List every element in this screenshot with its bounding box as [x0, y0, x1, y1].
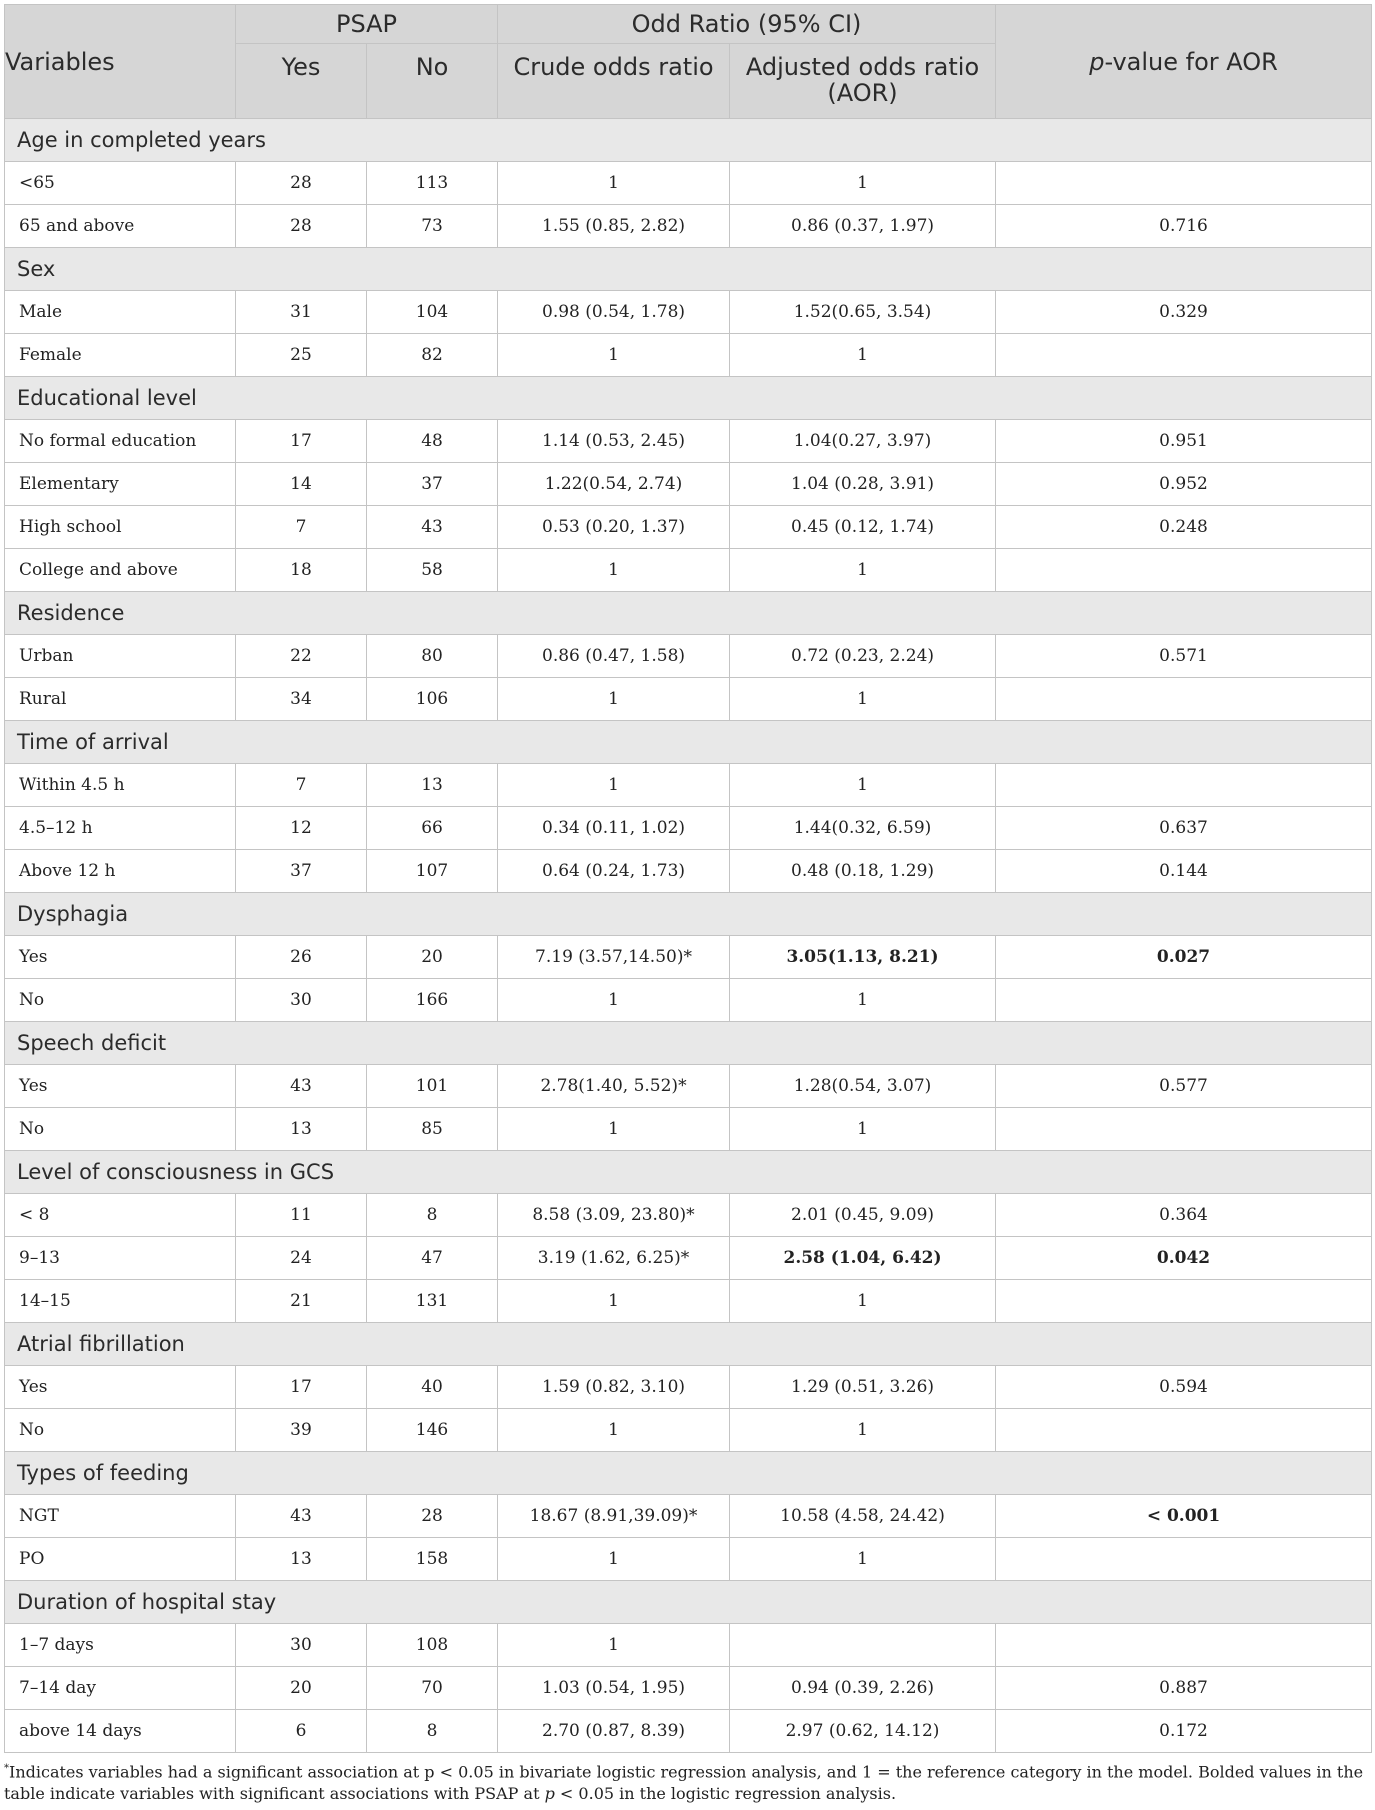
- adjusted-or-cell: [730, 1624, 996, 1667]
- footnote-p: p: [544, 1784, 555, 1804]
- table-row: [5, 1624, 1372, 1667]
- psap-yes-cell: 34: [236, 678, 367, 721]
- psap-no-cell: 58: [367, 549, 498, 592]
- p-value-cell: [996, 162, 1372, 205]
- adjusted-or-cell: 1: [730, 1409, 996, 1452]
- crude-or-cell: 1: [498, 549, 730, 592]
- p-value-cell: 0.172: [996, 1710, 1372, 1753]
- footnote-star: *: [4, 1763, 9, 1774]
- crude-or-cell: 1.55 (0.85, 2.82): [498, 205, 730, 248]
- footnote: [4, 1758, 1371, 1805]
- row-label-cell: <65: [5, 162, 236, 205]
- table-row: [5, 1366, 1372, 1409]
- adjusted-or-cell: 1: [730, 1108, 996, 1151]
- psap-no-cell: 108: [367, 1624, 498, 1667]
- row-label-cell: Urban: [5, 635, 236, 678]
- crude-or-cell: 1: [498, 1409, 730, 1452]
- psap-yes-cell: 7: [236, 764, 367, 807]
- row-label-cell: 14–15: [5, 1280, 236, 1323]
- p-value-cell: 0.577: [996, 1065, 1372, 1108]
- row-label-cell: 65 and above: [5, 205, 236, 248]
- p-value-cell: 0.364: [996, 1194, 1372, 1237]
- adjusted-or-cell: 1: [730, 162, 996, 205]
- crude-or-cell: 2.78(1.40, 5.52)*: [498, 1065, 730, 1108]
- psap-no-cell: 146: [367, 1409, 498, 1452]
- crude-or-cell: 1: [498, 334, 730, 377]
- row-label-cell: Yes: [5, 1065, 236, 1108]
- header-adjusted-line2: (AOR): [827, 79, 898, 107]
- adjusted-or-cell: 0.45 (0.12, 1.74): [730, 506, 996, 549]
- table-row: [5, 1667, 1372, 1710]
- psap-yes-cell: 13: [236, 1108, 367, 1151]
- table-row: [5, 678, 1372, 721]
- section-title: Atrial fibrillation: [5, 1323, 1372, 1366]
- p-value-cell: [996, 549, 1372, 592]
- footnote-part2: < 0.05 in the logistic regression analysis.: [554, 1784, 897, 1804]
- p-value-cell: < 0.001: [996, 1495, 1372, 1538]
- adjusted-or-cell: 1: [730, 334, 996, 377]
- psap-yes-cell: 22: [236, 635, 367, 678]
- table-row: [5, 420, 1372, 463]
- adjusted-or-cell: 10.58 (4.58, 24.42): [730, 1495, 996, 1538]
- adjusted-or-cell: 1.52(0.65, 3.54): [730, 291, 996, 334]
- adjusted-or-cell: 1.04(0.27, 3.97): [730, 420, 996, 463]
- section-title: Educational level: [5, 377, 1372, 420]
- crude-or-cell: 1: [498, 764, 730, 807]
- header-adjusted: [730, 44, 996, 119]
- p-value-cell: 0.144: [996, 850, 1372, 893]
- header-p-italic: p: [1089, 47, 1105, 76]
- adjusted-or-cell: 0.48 (0.18, 1.29): [730, 850, 996, 893]
- adjusted-or-cell: 1: [730, 1538, 996, 1581]
- row-label-cell: Yes: [5, 936, 236, 979]
- table-row: [5, 506, 1372, 549]
- psap-no-cell: 37: [367, 463, 498, 506]
- table-row: [5, 850, 1372, 893]
- header-psap: PSAP: [236, 5, 498, 44]
- crude-or-cell: 7.19 (3.57,14.50)*: [498, 936, 730, 979]
- crude-or-cell: 1: [498, 979, 730, 1022]
- row-label-cell: 1–7 days: [5, 1624, 236, 1667]
- psap-yes-cell: 7: [236, 506, 367, 549]
- psap-no-cell: 158: [367, 1538, 498, 1581]
- psap-no-cell: 13: [367, 764, 498, 807]
- psap-no-cell: 106: [367, 678, 498, 721]
- p-value-cell: 0.571: [996, 635, 1372, 678]
- row-label-cell: 4.5–12 h: [5, 807, 236, 850]
- crude-or-cell: 1.03 (0.54, 1.95): [498, 1667, 730, 1710]
- table-row: [5, 1237, 1372, 1280]
- psap-no-cell: 73: [367, 205, 498, 248]
- crude-or-cell: 0.64 (0.24, 1.73): [498, 850, 730, 893]
- header-variables: Variables: [5, 5, 236, 119]
- crude-or-cell: 1.59 (0.82, 3.10): [498, 1366, 730, 1409]
- header-no: No: [367, 44, 498, 119]
- adjusted-or-cell: 1.28(0.54, 3.07): [730, 1065, 996, 1108]
- adjusted-or-cell: 0.72 (0.23, 2.24): [730, 635, 996, 678]
- adjusted-or-cell: 1: [730, 979, 996, 1022]
- psap-yes-cell: 43: [236, 1065, 367, 1108]
- crude-or-cell: 1: [498, 1538, 730, 1581]
- psap-yes-cell: 37: [236, 850, 367, 893]
- row-label-cell: 9–13: [5, 1237, 236, 1280]
- adjusted-or-cell: 3.05(1.13, 8.21): [730, 936, 996, 979]
- psap-no-cell: 70: [367, 1667, 498, 1710]
- section-title: Age in completed years: [5, 119, 1372, 162]
- psap-yes-cell: 43: [236, 1495, 367, 1538]
- header-adjusted-line1: Adjusted odds ratio: [745, 53, 980, 81]
- crude-or-cell: 1.14 (0.53, 2.45): [498, 420, 730, 463]
- p-value-cell: [996, 1108, 1372, 1151]
- p-value-cell: 0.887: [996, 1667, 1372, 1710]
- psap-no-cell: 8: [367, 1710, 498, 1753]
- psap-yes-cell: 14: [236, 463, 367, 506]
- crude-or-cell: 18.67 (8.91,39.09)*: [498, 1495, 730, 1538]
- row-label-cell: NGT: [5, 1495, 236, 1538]
- p-value-cell: [996, 1280, 1372, 1323]
- psap-no-cell: 107: [367, 850, 498, 893]
- table-row: [5, 1280, 1372, 1323]
- adjusted-or-cell: 1: [730, 549, 996, 592]
- adjusted-or-cell: 1.04 (0.28, 3.91): [730, 463, 996, 506]
- row-label-cell: College and above: [5, 549, 236, 592]
- header-p-rest: -value for AOR: [1104, 47, 1278, 76]
- row-label-cell: Rural: [5, 678, 236, 721]
- adjusted-or-cell: 1: [730, 764, 996, 807]
- psap-no-cell: 66: [367, 807, 498, 850]
- section-title: Time of arrival: [5, 721, 1372, 764]
- row-label-cell: Within 4.5 h: [5, 764, 236, 807]
- section-header-row: [5, 1452, 1372, 1495]
- crude-or-cell: 1.22(0.54, 2.74): [498, 463, 730, 506]
- p-value-cell: [996, 1538, 1372, 1581]
- crude-or-cell: 1: [498, 678, 730, 721]
- psap-yes-cell: 17: [236, 1366, 367, 1409]
- psap-no-cell: 43: [367, 506, 498, 549]
- adjusted-or-cell: 0.86 (0.37, 1.97): [730, 205, 996, 248]
- row-label-cell: High school: [5, 506, 236, 549]
- crude-or-cell: 1: [498, 1280, 730, 1323]
- crude-or-cell: 2.70 (0.87, 8.39): [498, 1710, 730, 1753]
- crude-or-cell: 1: [498, 1624, 730, 1667]
- p-value-cell: 0.248: [996, 506, 1372, 549]
- psap-no-cell: 131: [367, 1280, 498, 1323]
- p-value-cell: 0.027: [996, 936, 1372, 979]
- section-title: Level of consciousness in GCS: [5, 1151, 1372, 1194]
- section-title: Sex: [5, 248, 1372, 291]
- crude-or-cell: 0.34 (0.11, 1.02): [498, 807, 730, 850]
- row-label-cell: No: [5, 1409, 236, 1452]
- row-label-cell: No: [5, 979, 236, 1022]
- psap-yes-cell: 30: [236, 979, 367, 1022]
- p-value-cell: [996, 979, 1372, 1022]
- row-label-cell: 7–14 day: [5, 1667, 236, 1710]
- table-row: [5, 764, 1372, 807]
- section-header-row: [5, 1581, 1372, 1624]
- psap-no-cell: 113: [367, 162, 498, 205]
- psap-no-cell: 28: [367, 1495, 498, 1538]
- header-odds-ratio: Odd Ratio (95% CI): [498, 5, 996, 44]
- psap-no-cell: 85: [367, 1108, 498, 1151]
- row-label-cell: No: [5, 1108, 236, 1151]
- psap-yes-cell: 26: [236, 936, 367, 979]
- section-header-row: [5, 119, 1372, 162]
- footnote-part1: Indicates variables had a significant association at p < 0.05 in bivariate logistic regression analysis, and 1 = the reference category in the model. Bolded values in the table indicate variables with significant associations with PSAP at: [4, 1762, 1364, 1804]
- psap-yes-cell: 20: [236, 1667, 367, 1710]
- header-crude: Crude odds ratio: [498, 44, 730, 119]
- adjusted-or-cell: 1: [730, 678, 996, 721]
- p-value-cell: 0.042: [996, 1237, 1372, 1280]
- psap-yes-cell: 24: [236, 1237, 367, 1280]
- p-value-cell: [996, 764, 1372, 807]
- table-row: [5, 1710, 1372, 1753]
- psap-yes-cell: 31: [236, 291, 367, 334]
- table-row: [5, 1065, 1372, 1108]
- row-label-cell: < 8: [5, 1194, 236, 1237]
- p-value-cell: [996, 1409, 1372, 1452]
- psap-no-cell: 47: [367, 1237, 498, 1280]
- table-row: [5, 807, 1372, 850]
- psap-no-cell: 166: [367, 979, 498, 1022]
- psap-yes-cell: 28: [236, 162, 367, 205]
- psap-yes-cell: 39: [236, 1409, 367, 1452]
- psap-yes-cell: 11: [236, 1194, 367, 1237]
- table-row: [5, 1409, 1372, 1452]
- table-row: [5, 936, 1372, 979]
- psap-yes-cell: 17: [236, 420, 367, 463]
- section-header-row: [5, 721, 1372, 764]
- p-value-cell: 0.637: [996, 807, 1372, 850]
- section-title: Dysphagia: [5, 893, 1372, 936]
- row-label-cell: Male: [5, 291, 236, 334]
- table-row: [5, 291, 1372, 334]
- adjusted-or-cell: 1: [730, 1280, 996, 1323]
- section-header-row: [5, 893, 1372, 936]
- crude-or-cell: 0.86 (0.47, 1.58): [498, 635, 730, 678]
- psap-yes-cell: 18: [236, 549, 367, 592]
- row-label-cell: Yes: [5, 1366, 236, 1409]
- p-value-cell: 0.594: [996, 1366, 1372, 1409]
- psap-no-cell: 8: [367, 1194, 498, 1237]
- table-row: [5, 549, 1372, 592]
- section-header-row: [5, 377, 1372, 420]
- crude-or-cell: 8.58 (3.09, 23.80)*: [498, 1194, 730, 1237]
- psap-yes-cell: 28: [236, 205, 367, 248]
- adjusted-or-cell: 2.97 (0.62, 14.12): [730, 1710, 996, 1753]
- row-label-cell: above 14 days: [5, 1710, 236, 1753]
- table-row: [5, 979, 1372, 1022]
- section-header-row: [5, 592, 1372, 635]
- adjusted-or-cell: 1.44(0.32, 6.59): [730, 807, 996, 850]
- p-value-cell: 0.716: [996, 205, 1372, 248]
- row-label-cell: PO: [5, 1538, 236, 1581]
- table-row: [5, 205, 1372, 248]
- adjusted-or-cell: 2.01 (0.45, 9.09): [730, 1194, 996, 1237]
- p-value-cell: 0.951: [996, 420, 1372, 463]
- table-row: [5, 635, 1372, 678]
- odds-ratio-table: [4, 4, 1372, 1753]
- crude-or-cell: 1: [498, 1108, 730, 1151]
- crude-or-cell: 0.98 (0.54, 1.78): [498, 291, 730, 334]
- crude-or-cell: 1: [498, 162, 730, 205]
- row-label-cell: Above 12 h: [5, 850, 236, 893]
- psap-no-cell: 20: [367, 936, 498, 979]
- adjusted-or-cell: 2.58 (1.04, 6.42): [730, 1237, 996, 1280]
- section-header-row: [5, 1151, 1372, 1194]
- adjusted-or-cell: 1.29 (0.51, 3.26): [730, 1366, 996, 1409]
- p-value-cell: 0.952: [996, 463, 1372, 506]
- psap-yes-cell: 13: [236, 1538, 367, 1581]
- psap-no-cell: 80: [367, 635, 498, 678]
- header-yes: Yes: [236, 44, 367, 119]
- table-row: [5, 1194, 1372, 1237]
- section-header-row: [5, 248, 1372, 291]
- p-value-cell: [996, 334, 1372, 377]
- psap-yes-cell: 25: [236, 334, 367, 377]
- table-row: [5, 1538, 1372, 1581]
- section-header-row: [5, 1323, 1372, 1366]
- table-row: [5, 1108, 1372, 1151]
- psap-no-cell: 40: [367, 1366, 498, 1409]
- section-title: Residence: [5, 592, 1372, 635]
- table-row: [5, 162, 1372, 205]
- table-row: [5, 334, 1372, 377]
- section-title: Types of feeding: [5, 1452, 1372, 1495]
- table-row: [5, 1495, 1372, 1538]
- section-header-row: [5, 1022, 1372, 1065]
- section-title: Duration of hospital stay: [5, 1581, 1372, 1624]
- row-label-cell: Female: [5, 334, 236, 377]
- adjusted-or-cell: 0.94 (0.39, 2.26): [730, 1667, 996, 1710]
- psap-yes-cell: 30: [236, 1624, 367, 1667]
- table-row: [5, 463, 1372, 506]
- table-container: [4, 4, 1371, 1753]
- p-value-cell: [996, 678, 1372, 721]
- psap-no-cell: 82: [367, 334, 498, 377]
- row-label-cell: Elementary: [5, 463, 236, 506]
- psap-no-cell: 104: [367, 291, 498, 334]
- psap-no-cell: 48: [367, 420, 498, 463]
- psap-no-cell: 101: [367, 1065, 498, 1108]
- psap-yes-cell: 6: [236, 1710, 367, 1753]
- table-body: [5, 119, 1372, 1753]
- psap-yes-cell: 21: [236, 1280, 367, 1323]
- p-value-cell: [996, 1624, 1372, 1667]
- crude-or-cell: 0.53 (0.20, 1.37): [498, 506, 730, 549]
- row-label-cell: No formal education: [5, 420, 236, 463]
- p-value-cell: 0.329: [996, 291, 1372, 334]
- header-p-value: [996, 5, 1372, 119]
- psap-yes-cell: 12: [236, 807, 367, 850]
- section-title: Speech deficit: [5, 1022, 1372, 1065]
- crude-or-cell: 3.19 (1.62, 6.25)*: [498, 1237, 730, 1280]
